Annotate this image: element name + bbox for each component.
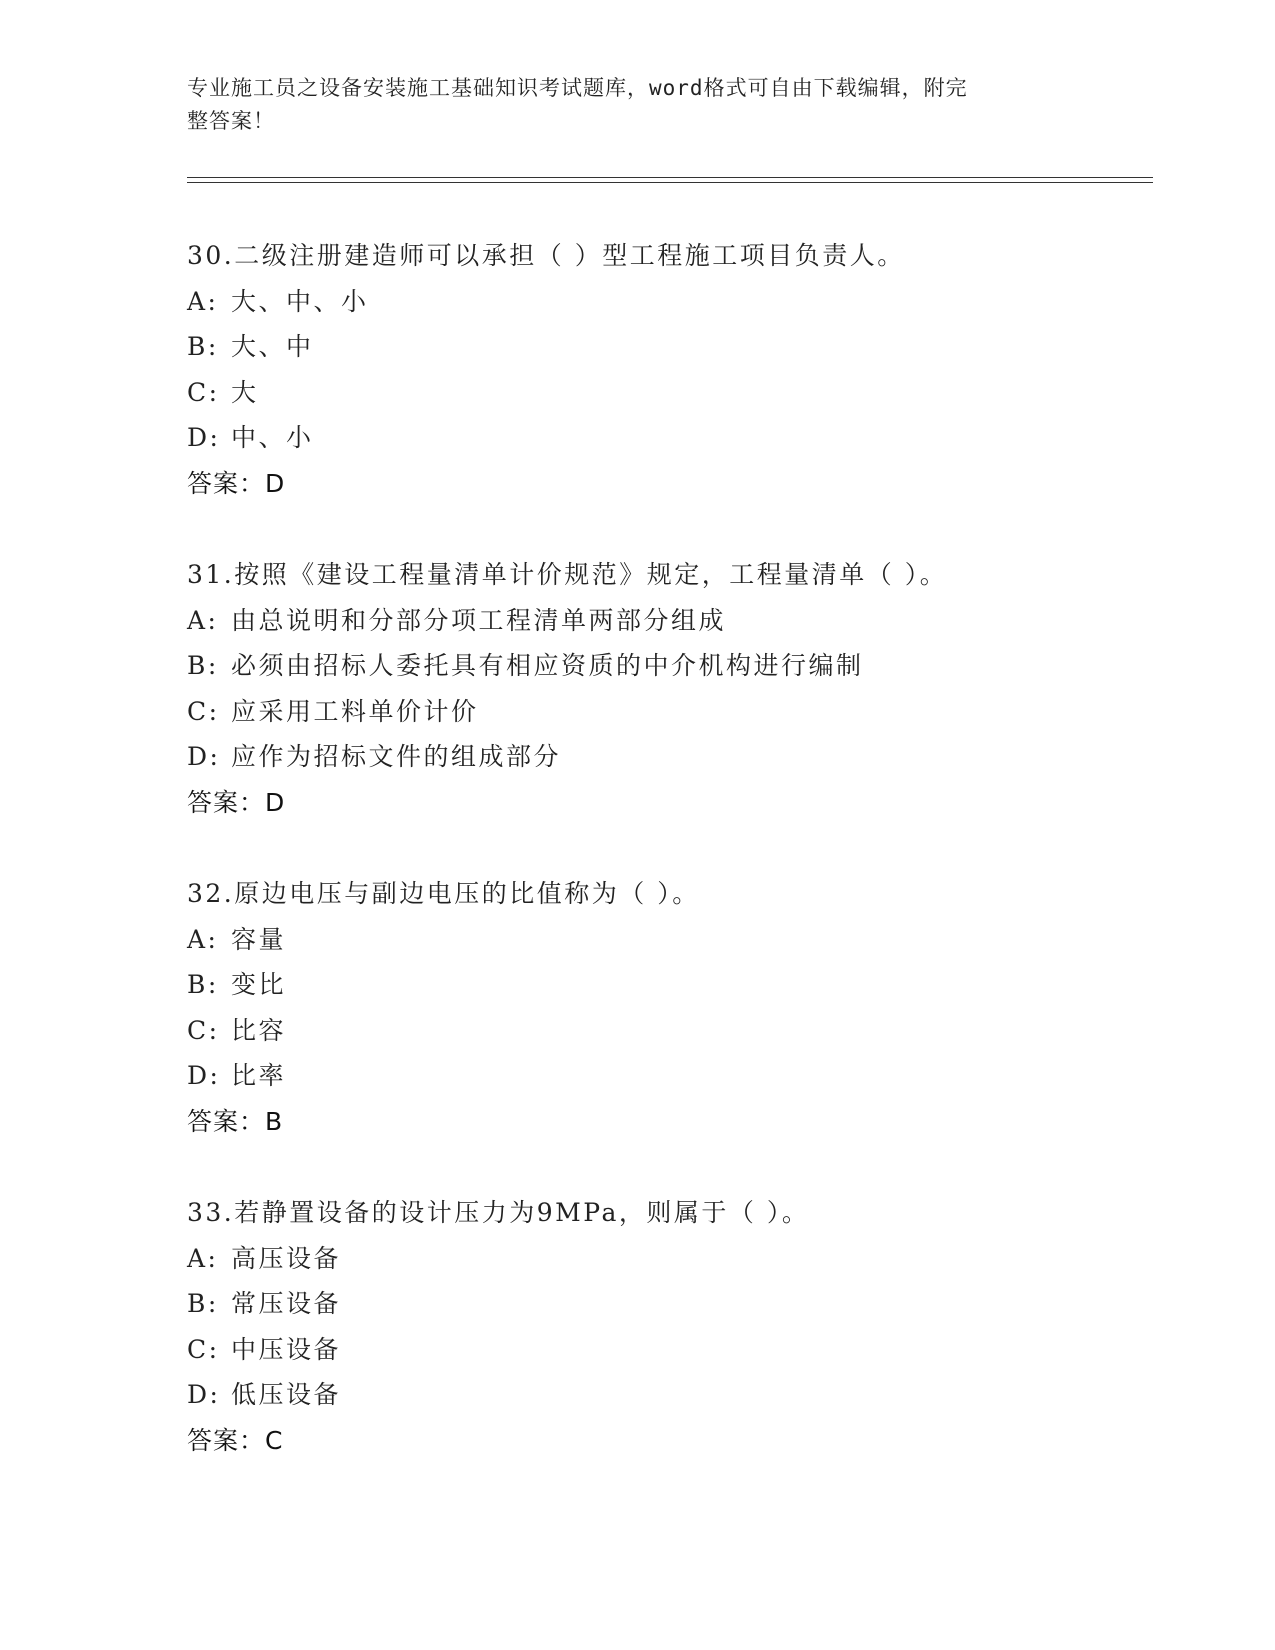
option-text: 容量 <box>231 924 287 954</box>
document-header <box>187 72 1067 138</box>
option-b <box>187 962 1147 1008</box>
option-key: D: <box>187 423 221 452</box>
option-key: C: <box>187 1015 220 1045</box>
option-a <box>187 917 1147 963</box>
question-block <box>187 871 1147 1144</box>
question-stem: 33.若静置设备的设计压力为9MPa，则属于（ ）。 <box>187 1198 810 1227</box>
answer: 答案：C <box>187 1425 284 1455</box>
option-d <box>187 415 1147 461</box>
answer: 答案：D <box>187 468 286 498</box>
option-key: C: <box>187 696 220 726</box>
header-line-1: 专业施工员之设备安装施工基础知识考试题库，word格式可自由下载编辑，附完 <box>187 76 968 100</box>
option-a <box>187 598 1147 644</box>
option-text: 大 <box>231 377 259 407</box>
answer: 答案：D <box>187 787 286 817</box>
option-text: 中压设备 <box>231 1334 342 1364</box>
option-c <box>187 689 1147 735</box>
option-d <box>187 1053 1147 1099</box>
option-key: A: <box>187 1243 219 1273</box>
header-divider-top <box>187 177 1153 178</box>
option-text: 应采用工料单价计价 <box>231 696 479 726</box>
option-c <box>187 1008 1147 1054</box>
question-stem: 30.二级注册建造师可以承担（ ）型工程施工项目负责人。 <box>187 241 905 270</box>
option-a <box>187 279 1147 325</box>
option-key: D: <box>187 1061 221 1090</box>
header-divider-bottom <box>187 182 1153 183</box>
option-b <box>187 1281 1147 1327</box>
option-key: B: <box>187 651 219 680</box>
option-c <box>187 1327 1147 1373</box>
option-text: 比率 <box>231 1061 287 1090</box>
option-key: B: <box>187 332 219 361</box>
option-text: 常压设备 <box>231 1289 342 1318</box>
question-stem: 32.原边电压与副边电压的比值称为（ ）。 <box>187 879 700 908</box>
option-text: 必须由招标人委托具有相应资质的中介机构进行编制 <box>231 651 864 680</box>
question-block <box>187 233 1147 506</box>
option-key: A: <box>187 924 219 954</box>
option-text: 大、中、小 <box>231 286 369 316</box>
option-text: 比容 <box>231 1015 287 1045</box>
option-text: 变比 <box>231 970 287 999</box>
option-text: 高压设备 <box>231 1243 342 1273</box>
option-text: 低压设备 <box>231 1380 342 1409</box>
option-c <box>187 370 1147 416</box>
option-b <box>187 643 1147 689</box>
question-block <box>187 552 1147 825</box>
option-text: 由总说明和分部分项工程清单两部分组成 <box>231 605 727 635</box>
option-text: 大、中 <box>231 332 314 361</box>
option-key: C: <box>187 377 220 407</box>
option-text: 应作为招标文件的组成部分 <box>231 742 562 771</box>
question-block <box>187 1190 1147 1463</box>
question-stem: 31.按照《建设工程量清单计价规范》规定，工程量清单（ ）。 <box>187 560 948 589</box>
option-key: B: <box>187 970 219 999</box>
option-key: D: <box>187 742 221 771</box>
option-a <box>187 1236 1147 1282</box>
option-key: A: <box>187 286 219 316</box>
option-text: 中、小 <box>231 423 314 452</box>
option-key: C: <box>187 1334 220 1364</box>
option-d <box>187 1372 1147 1418</box>
option-key: B: <box>187 1289 219 1318</box>
option-d <box>187 734 1147 780</box>
header-line-2: 整答案！ <box>187 109 275 133</box>
option-b <box>187 324 1147 370</box>
option-key: D: <box>187 1380 221 1409</box>
option-key: A: <box>187 605 219 635</box>
answer: 答案：B <box>187 1106 284 1136</box>
